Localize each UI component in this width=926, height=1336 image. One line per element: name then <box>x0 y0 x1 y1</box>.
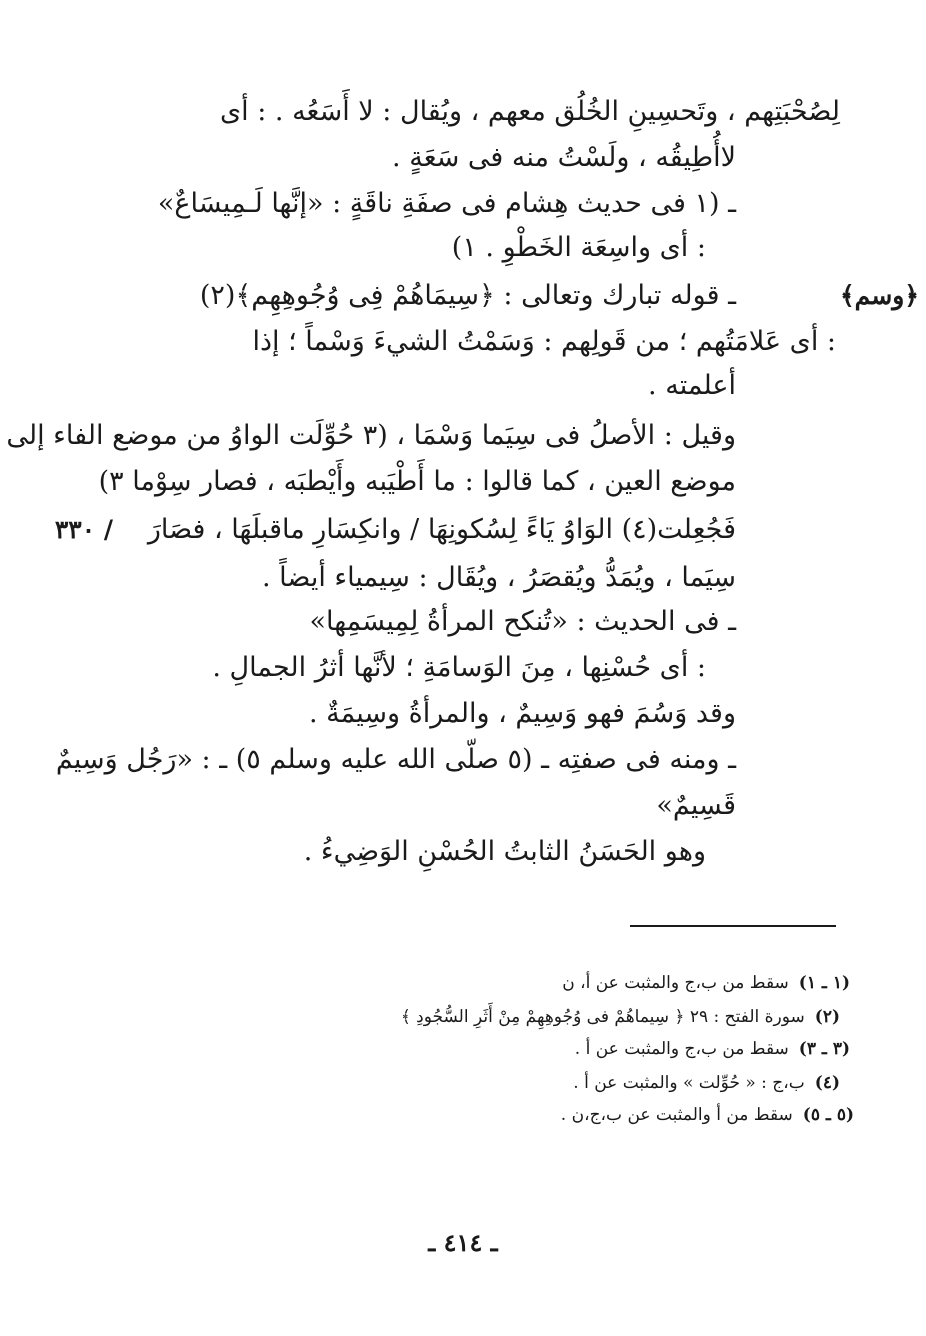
text-line: وقد وَسُمَ فهو وَسِيمٌ ، والمرأةُ وسِيمَةٌ . <box>308 698 736 729</box>
footnote-text: ب،ج : « حُوِّلت » والمثبت عن أ . <box>573 1073 805 1093</box>
text-line: ـ (١ فى حديث هِشام فى صفَةِ ناقَةٍ : «إنَّها لَـمِيسَاعٌ» <box>157 188 736 219</box>
text-line: لِصُحْبَتِهم ، وتَحسِينِ الخُلُق معهم ، ويُقال : لا أَسَعُه . : أى <box>220 96 840 127</box>
text-line: : أى حُسْنِها ، مِنَ الوَسامَةِ ؛ لأنَّها أثرُ الجمالِ . <box>212 652 706 683</box>
text-line: ـ قوله تبارك وتعالى : ﴿سِيمَاهُمْ فِى وُجُوهِهِم﴾(٢) <box>199 280 736 311</box>
text-line: ـ فى الحديث : «تُنكح المرأةُ لِمِيسَمِها» <box>309 606 736 637</box>
text-line: وقيل : الأصلُ فى سِيَما وَسْمَا ، (٣ حُوِّلَت الواوُ من موضع الفاء إلى <box>6 420 736 451</box>
footnote-mark: (١ ـ ١) <box>798 973 850 993</box>
margin-headword: ﴿وسم﴾ <box>840 281 919 310</box>
footnote-text: سورة الفتح : ٢٩ ﴿ سِيماهُمْ فى وُجُوهِهِمْ مِنْ أَثَرِ السُّجُودِ ﴾ <box>400 1007 805 1027</box>
footnote-text: سقط من ب،ج والمثبت عن أ . <box>574 1039 789 1059</box>
text-line: لاأُطِيقُه ، ولَسْتُ منه فى سَعَةٍ . <box>392 142 736 173</box>
footnote-mark: (٢) <box>814 1007 840 1027</box>
footnote-text: سقط من أ والمثبت عن ب،ج،ن . <box>560 1105 793 1125</box>
text-line: وهو الحَسَنُ الثابتُ الحُسْنِ الوَضِيءُ . <box>303 836 706 867</box>
footnote-mark: (٤) <box>814 1073 840 1093</box>
text-line: : أى عَلامَتُهم ؛ من قَولِهم : وَسَمْتُ الشيءَ وَسْماً ؛ إذا <box>252 326 836 357</box>
footnote-text: سقط من ب،ج والمثبت عن أ، ن <box>562 973 789 993</box>
text-line: فَجُعِلت(٤) الوَاوُ يَاءً لِسُكونِهَا / وانكِسَارِ ماقبلَهَا ، فصَارَ <box>147 514 736 545</box>
text-line: ـ ومنه فى صفتِه ـ (٥ صلّى الله عليه وسلم ٥) ـ : «رَجُل وَسِيمٌ <box>55 744 736 775</box>
text-line: : أى واسِعَة الخَطْوِ . ١) <box>451 232 706 263</box>
text-line: أعلمته . <box>648 370 736 401</box>
footnote-mark: (٥ ـ ٥) <box>802 1105 854 1125</box>
text-line: سِيَما ، ويُمَدُّ ويُقصَرُ ، ويُقَال : سِيمياء أيضاً . <box>262 562 736 593</box>
footnote <box>562 970 850 996</box>
text-line: قَسِيمٌ» <box>656 790 736 821</box>
footnote-separator <box>630 925 836 927</box>
footnote <box>561 1102 854 1128</box>
footnote <box>573 1070 840 1096</box>
text-line: موضع العين ، كما قالوا : ما أَطْيَبه وأَيْطبَه ، فصار سِوْما ٣) <box>98 466 736 497</box>
footnote <box>575 1036 850 1062</box>
margin-page-reference: ٣٣٠ / <box>54 515 113 544</box>
page-number: ـ ٤١٤ ـ <box>428 1228 498 1257</box>
footnote-mark: (٣ ـ ٣) <box>798 1039 850 1059</box>
footnote <box>401 1004 840 1030</box>
